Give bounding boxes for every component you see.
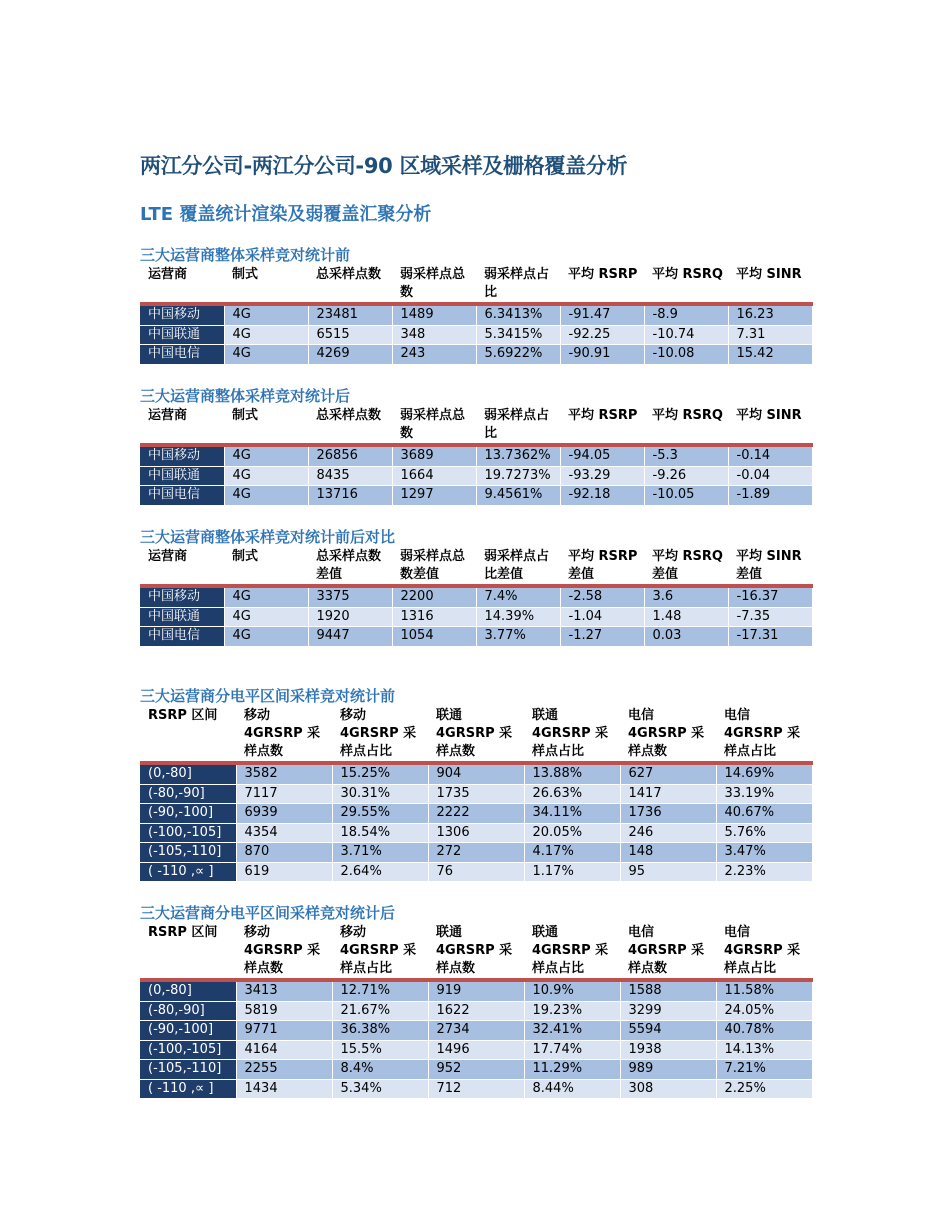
table-cell: 4G — [224, 325, 308, 345]
table-cell: 8.44% — [524, 1079, 620, 1099]
column-header: 运营商 — [140, 407, 224, 445]
table-cell: -92.25 — [560, 325, 644, 345]
table-cell: 6939 — [236, 804, 332, 824]
table-cell: 1316 — [392, 607, 476, 627]
column-header: 弱采样点总数差值 — [392, 548, 476, 586]
table-cell: 1.48 — [644, 607, 728, 627]
column-header: 弱采样点总数 — [392, 266, 476, 304]
table-cell: 95 — [620, 862, 716, 882]
table-cell: 619 — [236, 862, 332, 882]
table-cell: 7.21% — [716, 1060, 812, 1080]
table-cell: 21.67% — [332, 1001, 428, 1021]
table-cell: 4G — [224, 586, 308, 607]
table-cell: -92.18 — [560, 486, 644, 506]
column-header: 总采样点数 — [308, 266, 392, 304]
table-cell: -16.37 — [728, 586, 812, 607]
table-cell: 4G — [224, 607, 308, 627]
table-cell: 15.5% — [332, 1040, 428, 1060]
table-cell: 7.4% — [476, 586, 560, 607]
column-header: 弱采样点占比差值 — [476, 548, 560, 586]
table-cell: 8435 — [308, 466, 392, 486]
column-header: 电信 4GRSRP 采样点数 — [620, 707, 716, 763]
row-header-cell: 中国移动 — [140, 586, 224, 607]
table-cell: 40.67% — [716, 804, 812, 824]
table-cell: 243 — [392, 345, 476, 365]
column-header: 运营商 — [140, 266, 224, 304]
row-header-cell: (-80,-90] — [140, 784, 236, 804]
table-cell: 1489 — [392, 304, 476, 325]
table-cell: 29.55% — [332, 804, 428, 824]
table-cell: 7117 — [236, 784, 332, 804]
row-header-cell: (-105,-110] — [140, 843, 236, 863]
table-cell: 11.58% — [716, 980, 812, 1001]
table-cell: 1664 — [392, 466, 476, 486]
table-cell: 870 — [236, 843, 332, 863]
column-header: 平均 RSRQ — [644, 407, 728, 445]
table-cell: 4G — [224, 627, 308, 647]
table-cell: 1735 — [428, 784, 524, 804]
table-cell: -1.04 — [560, 607, 644, 627]
table-cell: 36.38% — [332, 1021, 428, 1041]
table-cell: 1417 — [620, 784, 716, 804]
table-section — [140, 527, 812, 647]
table-cell: 2.64% — [332, 862, 428, 882]
table-cell: 7.31 — [728, 325, 812, 345]
table-cell: 33.19% — [716, 784, 812, 804]
table-header-row — [140, 924, 812, 980]
table-cell: 2222 — [428, 804, 524, 824]
column-header: 联通 4GRSRP 采样点数 — [428, 707, 524, 763]
column-header: 移动 4GRSRP 采样点占比 — [332, 707, 428, 763]
table-cell: 40.78% — [716, 1021, 812, 1041]
table-cell: 15.42 — [728, 345, 812, 365]
table-cell: -91.47 — [560, 304, 644, 325]
column-header: 弱采样点占比 — [476, 407, 560, 445]
column-header: 平均 SINR 差值 — [728, 548, 812, 586]
column-header: 平均 RSRQ — [644, 266, 728, 304]
table-cell: -10.08 — [644, 345, 728, 365]
column-header: RSRP 区间 — [140, 924, 236, 980]
table-row — [140, 843, 812, 863]
table-cell: 14.39% — [476, 607, 560, 627]
table-cell: 32.41% — [524, 1021, 620, 1041]
column-header: 联通 4GRSRP 采样点占比 — [524, 924, 620, 980]
table-cell: 24.05% — [716, 1001, 812, 1021]
table-cell: 26.63% — [524, 784, 620, 804]
column-header: 电信 4GRSRP 采样点占比 — [716, 707, 812, 763]
table-cell: 348 — [392, 325, 476, 345]
table-cell: 34.11% — [524, 804, 620, 824]
table-cell: -7.35 — [728, 607, 812, 627]
column-header: 平均 RSRP — [560, 407, 644, 445]
table-cell: 5.3415% — [476, 325, 560, 345]
table-header-row — [140, 707, 812, 763]
data-table — [140, 707, 813, 882]
table-row — [140, 486, 812, 506]
row-header-cell: (-90,-100] — [140, 804, 236, 824]
table-cell: 20.05% — [524, 823, 620, 843]
table-cell: 17.74% — [524, 1040, 620, 1060]
data-table — [140, 548, 813, 647]
table-cell: 272 — [428, 843, 524, 863]
table-row — [140, 784, 812, 804]
column-header: 弱采样点占比 — [476, 266, 560, 304]
column-header: 平均 RSRP — [560, 266, 644, 304]
table-cell: 4G — [224, 304, 308, 325]
table-section — [140, 686, 812, 882]
table-row — [140, 1021, 812, 1041]
column-header: 总采样点数差值 — [308, 548, 392, 586]
table-cell: 23481 — [308, 304, 392, 325]
column-header: 平均 SINR — [728, 266, 812, 304]
table-title: 三大运营商整体采样竞对统计前 — [140, 246, 351, 264]
row-header-cell: (-100,-105] — [140, 823, 236, 843]
column-header: 制式 — [224, 548, 308, 586]
table-cell: 1588 — [620, 980, 716, 1001]
table-cell: 2.23% — [716, 862, 812, 882]
table-header-row — [140, 548, 812, 586]
table-cell: 5594 — [620, 1021, 716, 1041]
column-header: 平均 RSRP 差值 — [560, 548, 644, 586]
table-cell: 5.6922% — [476, 345, 560, 365]
column-header: 弱采样点总数 — [392, 407, 476, 445]
row-header-cell: (0,-80] — [140, 763, 236, 784]
table-cell: 4.17% — [524, 843, 620, 863]
column-header: 制式 — [224, 407, 308, 445]
table-cell: 4G — [224, 466, 308, 486]
table-cell: 4G — [224, 445, 308, 466]
table-row — [140, 466, 812, 486]
table-title: 三大运营商分电平区间采样竞对统计前 — [140, 687, 396, 705]
table-cell: 13.7362% — [476, 445, 560, 466]
table-cell: 627 — [620, 763, 716, 784]
table-cell: 952 — [428, 1060, 524, 1080]
table-cell: -10.05 — [644, 486, 728, 506]
table-cell: 1938 — [620, 1040, 716, 1060]
column-header: 移动 4GRSRP 采样点占比 — [332, 924, 428, 980]
table-cell: 904 — [428, 763, 524, 784]
table-cell: 1054 — [392, 627, 476, 647]
table-row — [140, 823, 812, 843]
column-header: 平均 SINR — [728, 407, 812, 445]
table-cell: 4G — [224, 486, 308, 506]
table-cell: 1622 — [428, 1001, 524, 1021]
table-cell: 30.31% — [332, 784, 428, 804]
row-header-cell: 中国联通 — [140, 466, 224, 486]
table-cell: 919 — [428, 980, 524, 1001]
table-cell: -93.29 — [560, 466, 644, 486]
table-cell: -2.58 — [560, 586, 644, 607]
table-row — [140, 586, 812, 607]
table-cell: 3375 — [308, 586, 392, 607]
table-section — [140, 903, 812, 1099]
table-cell: -9.26 — [644, 466, 728, 486]
table-cell: 3413 — [236, 980, 332, 1001]
table-cell: 10.9% — [524, 980, 620, 1001]
table-cell: 1.17% — [524, 862, 620, 882]
table-header-row — [140, 266, 812, 304]
table-cell: 1496 — [428, 1040, 524, 1060]
table-cell: 13.88% — [524, 763, 620, 784]
table-cell: 16.23 — [728, 304, 812, 325]
column-header: 联通 4GRSRP 采样点数 — [428, 924, 524, 980]
data-table — [140, 407, 813, 506]
table-row — [140, 1060, 812, 1080]
column-header: 电信 4GRSRP 采样点占比 — [716, 924, 812, 980]
table-cell: -17.31 — [728, 627, 812, 647]
table-cell: 1736 — [620, 804, 716, 824]
table-cell: -1.27 — [560, 627, 644, 647]
table-cell: 3.47% — [716, 843, 812, 863]
table-cell: -8.9 — [644, 304, 728, 325]
row-header-cell: (-100,-105] — [140, 1040, 236, 1060]
row-header-cell: 中国电信 — [140, 627, 224, 647]
table-cell: 4354 — [236, 823, 332, 843]
table-title: 三大运营商分电平区间采样竞对统计后 — [140, 904, 396, 922]
data-table — [140, 266, 813, 365]
table-cell: 4164 — [236, 1040, 332, 1060]
table-title: 三大运营商整体采样竞对统计前后对比 — [140, 528, 396, 546]
row-header-cell: (-90,-100] — [140, 1021, 236, 1041]
row-header-cell: 中国电信 — [140, 345, 224, 365]
table-cell: 26856 — [308, 445, 392, 466]
table-cell: 2734 — [428, 1021, 524, 1041]
table-cell: 19.7273% — [476, 466, 560, 486]
table-cell: 6.3413% — [476, 304, 560, 325]
table-cell: 1920 — [308, 607, 392, 627]
table-cell: 1434 — [236, 1079, 332, 1099]
table-row — [140, 627, 812, 647]
column-header: 移动 4GRSRP 采样点数 — [236, 707, 332, 763]
table-cell: 8.4% — [332, 1060, 428, 1080]
table-header-row — [140, 407, 812, 445]
table-cell: 14.69% — [716, 763, 812, 784]
table-section — [140, 386, 812, 506]
column-header: 平均 RSRQ 差值 — [644, 548, 728, 586]
table-cell: 9447 — [308, 627, 392, 647]
table-cell: -94.05 — [560, 445, 644, 466]
table-cell: 6515 — [308, 325, 392, 345]
table-row — [140, 804, 812, 824]
table-cell: 19.23% — [524, 1001, 620, 1021]
table-row — [140, 325, 812, 345]
column-header: 运营商 — [140, 548, 224, 586]
table-cell: 2.25% — [716, 1079, 812, 1099]
data-table — [140, 924, 813, 1099]
table-cell: 18.54% — [332, 823, 428, 843]
table-cell: 5.34% — [332, 1079, 428, 1099]
table-cell: 9771 — [236, 1021, 332, 1041]
column-header: RSRP 区间 — [140, 707, 236, 763]
table-cell: 9.4561% — [476, 486, 560, 506]
table-row — [140, 980, 812, 1001]
row-header-cell: 中国联通 — [140, 607, 224, 627]
table-cell: -1.89 — [728, 486, 812, 506]
table-cell: 2200 — [392, 586, 476, 607]
table-row — [140, 1040, 812, 1060]
table-cell: 1297 — [392, 486, 476, 506]
table-row — [140, 304, 812, 325]
column-header: 制式 — [224, 266, 308, 304]
table-title: 三大运营商整体采样竞对统计后 — [140, 387, 351, 405]
table-row — [140, 1079, 812, 1099]
table-cell: 712 — [428, 1079, 524, 1099]
row-header-cell: (-105,-110] — [140, 1060, 236, 1080]
table-cell: 15.25% — [332, 763, 428, 784]
table-cell: 4G — [224, 345, 308, 365]
row-header-cell: (0,-80] — [140, 980, 236, 1001]
table-cell: 2255 — [236, 1060, 332, 1080]
row-header-cell: ( -110 ,∝ ] — [140, 862, 236, 882]
table-row — [140, 1001, 812, 1021]
table-row — [140, 607, 812, 627]
table-cell: 76 — [428, 862, 524, 882]
column-header: 联通 4GRSRP 采样点占比 — [524, 707, 620, 763]
section-subtitle: LTE 覆盖统计渲染及弱覆盖汇聚分析 — [140, 204, 432, 225]
table-cell: 5819 — [236, 1001, 332, 1021]
table-cell: 3582 — [236, 763, 332, 784]
row-header-cell: 中国移动 — [140, 445, 224, 466]
table-cell: -5.3 — [644, 445, 728, 466]
table-cell: -0.04 — [728, 466, 812, 486]
row-header-cell: (-80,-90] — [140, 1001, 236, 1021]
table-cell: 148 — [620, 843, 716, 863]
row-header-cell: ( -110 ,∝ ] — [140, 1079, 236, 1099]
table-row — [140, 763, 812, 784]
table-cell: 989 — [620, 1060, 716, 1080]
column-header: 总采样点数 — [308, 407, 392, 445]
table-row — [140, 345, 812, 365]
table-cell: -90.91 — [560, 345, 644, 365]
table-cell: 11.29% — [524, 1060, 620, 1080]
table-cell: 308 — [620, 1079, 716, 1099]
row-header-cell: 中国电信 — [140, 486, 224, 506]
table-cell: 3.71% — [332, 843, 428, 863]
table-cell: 4269 — [308, 345, 392, 365]
table-cell: 13716 — [308, 486, 392, 506]
table-cell: -10.74 — [644, 325, 728, 345]
table-section — [140, 245, 812, 365]
table-cell: 3689 — [392, 445, 476, 466]
table-cell: 246 — [620, 823, 716, 843]
table-cell: 12.71% — [332, 980, 428, 1001]
table-row — [140, 862, 812, 882]
column-header: 电信 4GRSRP 采样点数 — [620, 924, 716, 980]
page-title: 两江分公司-两江分公司-90 区域采样及栅格覆盖分析 — [140, 154, 628, 178]
table-cell: 1306 — [428, 823, 524, 843]
table-cell: 5.76% — [716, 823, 812, 843]
table-cell: 14.13% — [716, 1040, 812, 1060]
column-header: 移动 4GRSRP 采样点数 — [236, 924, 332, 980]
row-header-cell: 中国联通 — [140, 325, 224, 345]
table-cell: 0.03 — [644, 627, 728, 647]
row-header-cell: 中国移动 — [140, 304, 224, 325]
table-cell: 3299 — [620, 1001, 716, 1021]
table-row — [140, 445, 812, 466]
table-cell: -0.14 — [728, 445, 812, 466]
table-cell: 3.6 — [644, 586, 728, 607]
table-cell: 3.77% — [476, 627, 560, 647]
